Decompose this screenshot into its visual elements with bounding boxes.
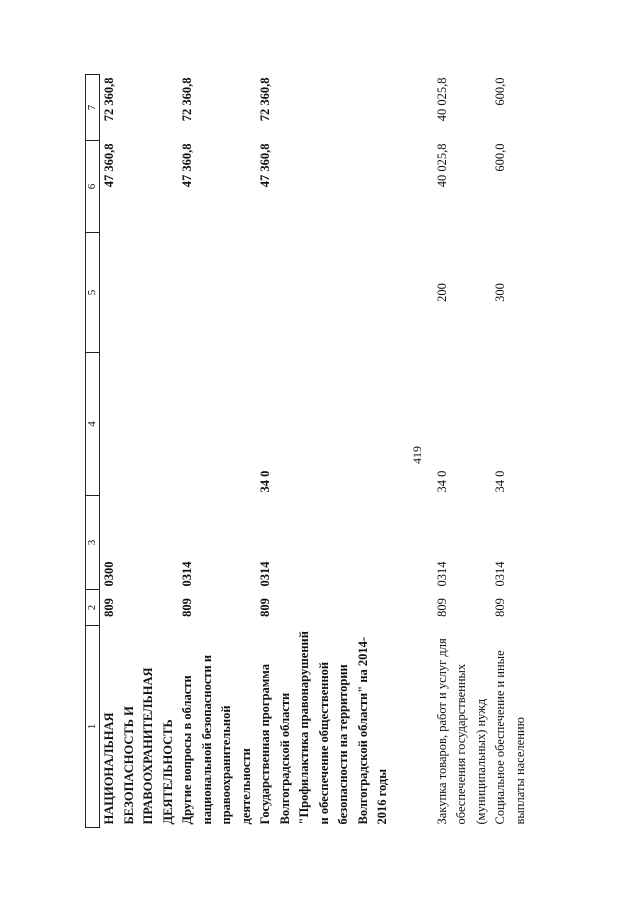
cell-ministry-code: 809 [100,590,179,626]
cell-expense-type [256,233,393,353]
cell-section-code: 0314 [493,561,507,587]
cell-section-code: 0300 [100,496,179,590]
cell-program-code: 34 0 [434,470,449,493]
cell-ministry-code: 809 [180,598,194,617]
header-col-6: 6 [86,141,100,233]
table-row [256,75,393,828]
cell-expense-type: 300 [493,283,507,302]
header-col-5: 5 [86,233,100,353]
row-name: Социальное обеспечение и иные выплаты населению [493,650,527,825]
cell-program-code: 34 0 [493,470,507,493]
cell-amount-col7: 40 025,8 [434,77,449,122]
cell-section-code: 0314 [258,561,272,587]
cell-expense-type: 200 [434,283,449,302]
header-col-3: 3 [86,496,100,590]
cell-expense-type [100,233,179,353]
row-name: Государственная программа Волгоградской области "Профилактика правонарушений и обеспечение общественной безопасности на территории Волгоградской области" на 2014-2016 годы [258,631,389,825]
cell-amount-col6: 40 025,8 [434,143,449,188]
cell-amount-col6: 47 360,8 [100,141,179,233]
table-row [100,75,179,828]
cell-section-code: 0314 [180,561,194,587]
table-row [178,75,256,828]
cell-expense-type [178,233,256,353]
cell-amount-col7: 72 360,8 [100,75,179,141]
row-gap [393,75,433,828]
table-row [491,75,530,828]
row-name: Закупка товаров, работ и услуг для обеспечения государственных (муниципальных) нужд [434,638,488,825]
header-col-2: 2 [86,590,100,626]
row-name: НАЦИОНАЛЬНАЯ БЕЗОПАСНОСТЬ И ПРАВООХРАНИТЕЛЬНАЯ ДЕЯТЕЛЬНОСТЬ [100,626,179,828]
header-col-7: 7 [86,75,100,141]
cell-amount-col7: 600,0 [493,77,507,106]
budget-table [85,74,530,828]
page-number: 419 [410,446,424,464]
cell-amount-col7: 72 360,8 [180,77,194,122]
cell-program-code [178,353,256,496]
cell-program-code [100,353,179,496]
cell-amount-col6: 47 360,8 [258,143,272,188]
table-row [433,75,492,828]
row-name: Другие вопросы в области национальной безопасности и правоохранительной деятельности [180,654,253,825]
cell-amount-col6: 600,0 [493,143,507,172]
cell-ministry-code: 809 [434,598,449,617]
cell-amount-col7: 72 360,8 [258,77,272,122]
cell-amount-col6: 47 360,8 [180,143,194,188]
cell-section-code: 0314 [434,561,449,587]
header-col-1: 1 [86,626,100,828]
cell-ministry-code: 809 [493,598,507,617]
cell-ministry-code: 809 [258,598,272,617]
rotated-page-content [85,75,605,828]
header-col-4: 4 [86,353,100,496]
header-row [86,75,100,828]
cell-program-code: 34 0 [258,470,272,493]
